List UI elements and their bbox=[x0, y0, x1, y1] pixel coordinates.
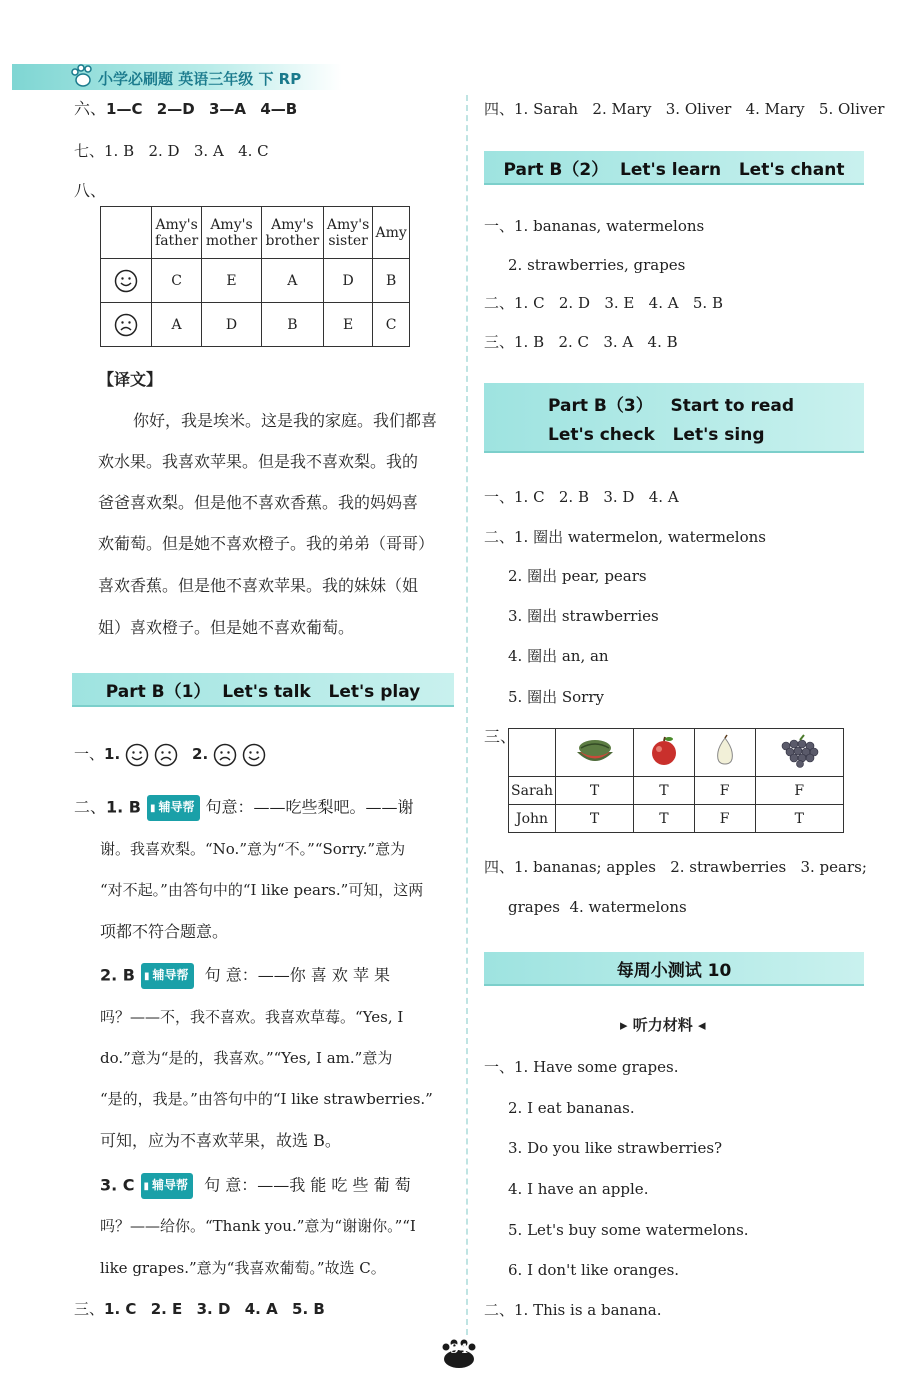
translation-line: 欢水果。我喜欢苹果。但是我不喜欢梨。我的 bbox=[98, 452, 419, 471]
explanation-line: 吗？——不，我不喜欢。我喜欢草莓。“Yes, I bbox=[100, 1008, 404, 1026]
translation-title: 【译文】 bbox=[98, 370, 163, 389]
table-corner bbox=[101, 207, 152, 259]
b2-section-one: 一、1. bananas, watermelons bbox=[484, 217, 705, 235]
header-title: 小学必刷题 英语三年级 下 RP bbox=[98, 70, 302, 88]
happy-face-icon bbox=[125, 743, 149, 767]
question-2-2: 2. B▮ 辅导帮 句 意：——你 喜 欢 苹 果 bbox=[100, 963, 390, 989]
translation-line: 你好，我是埃米。这是我的家庭。我们都喜 bbox=[133, 411, 438, 430]
banner-weekly-test: 每周小测试 10 bbox=[484, 952, 864, 986]
table-cell: T bbox=[634, 805, 695, 833]
section-four-a: 四、1. Sarah 2. Mary 3. Oliver 4. Mary 5. Oliver bbox=[484, 100, 885, 118]
b3-section-two: 二、1. 圈出 watermelon, watermelons bbox=[484, 528, 766, 546]
translation-line: 欢葡萄。但是她不喜欢橙子。我的弟弟（哥哥） bbox=[98, 534, 435, 553]
helper-tag: ▮ 辅导帮 bbox=[141, 963, 194, 989]
table-corner bbox=[509, 729, 556, 777]
banner-part-b3 bbox=[484, 383, 864, 453]
sad-face-icon bbox=[101, 303, 152, 347]
column-divider bbox=[466, 95, 468, 1335]
helper-tag: ▮ 辅导帮 bbox=[147, 795, 200, 821]
banner-part-b2: Part B（2） Let's learn Let's chant bbox=[484, 151, 864, 185]
listening-line: 3. Do you like strawberries? bbox=[508, 1139, 723, 1157]
banner-line: Part B（3） Start to read bbox=[548, 396, 794, 416]
table-cell: D bbox=[202, 303, 262, 347]
table-cell: T bbox=[556, 805, 634, 833]
table-cell: B bbox=[373, 259, 410, 303]
table-cell: C bbox=[152, 259, 202, 303]
table-cell: E bbox=[323, 303, 372, 347]
table-cell: E bbox=[202, 259, 262, 303]
header-cell: Amy's sister bbox=[323, 207, 372, 259]
b3-section-four-line2: grapes 4. watermelons bbox=[508, 898, 687, 916]
explanation-line: 可知，应为不喜欢苹果，故选 B。 bbox=[100, 1131, 341, 1150]
b2-section-three: 三、1. B 2. C 3. A 4. B bbox=[484, 333, 678, 351]
section-eight-label: 八、 bbox=[74, 181, 107, 200]
b3-line: 5. 圈出 Sorry bbox=[508, 688, 604, 706]
happy-face-icon bbox=[101, 259, 152, 303]
b3-section-four: 四、1. bananas; apples 2. strawberries 3. pears; bbox=[484, 858, 867, 876]
page-number: 94 bbox=[449, 1342, 469, 1357]
listening-line: 6. I don't like oranges. bbox=[508, 1261, 680, 1279]
listening-line: 4. I have an apple. bbox=[508, 1180, 649, 1198]
table-cell: T bbox=[755, 805, 844, 833]
section-three: 三、1. C 2. E 3. D 4. A 5. B bbox=[74, 1300, 325, 1318]
table-cell: B bbox=[261, 303, 323, 347]
section-six: 六、1—C 2—D 3—A 4—B bbox=[74, 99, 298, 118]
section-seven: 七、1. B 2. D 3. A 4. C bbox=[74, 142, 269, 160]
apple-icon bbox=[634, 729, 695, 777]
paw-logo-icon bbox=[70, 64, 96, 88]
table-cell: D bbox=[323, 259, 372, 303]
translation-line: 姐）喜欢橙子。但是她不喜欢葡萄。 bbox=[98, 618, 355, 637]
header-cell: Amy bbox=[373, 207, 410, 259]
listening-section-one: 一、1. Have some grapes. bbox=[484, 1058, 679, 1076]
explanation-line: 吗？——给你。“Thank you.”意为“谢谢你。”“I bbox=[100, 1217, 416, 1235]
row-name: John bbox=[509, 805, 556, 833]
explanation-line: 谢。我喜欢梨。“No.”意为“不。”“Sorry.”意为 bbox=[100, 840, 406, 858]
family-fruit-table bbox=[100, 206, 410, 347]
explanation-line: 项都不符合题意。 bbox=[100, 922, 229, 941]
fruit-table bbox=[508, 728, 844, 833]
question-2-1: 二、1. B▮ 辅导帮 句意：——吃些梨吧。——谢 bbox=[74, 795, 414, 821]
explanation-line: do.”意为“是的，我喜欢。”“Yes, I am.”意为 bbox=[100, 1049, 393, 1067]
helper-tag: ▮ 辅导帮 bbox=[141, 1173, 194, 1199]
table-cell: A bbox=[152, 303, 202, 347]
b3-section-three-label: 三、 bbox=[484, 727, 517, 746]
row-name: Sarah bbox=[509, 777, 556, 805]
listening-line: 2. I eat bananas. bbox=[508, 1099, 635, 1117]
table-cell: F bbox=[694, 777, 755, 805]
explanation-line: “对不起。”由答句中的“I like pears.”可知，这两 bbox=[100, 881, 424, 899]
banner-line: Let's check Let's sing bbox=[548, 425, 765, 445]
watermelon-icon bbox=[556, 729, 634, 777]
table-cell: C bbox=[373, 303, 410, 347]
b2-section-one-line2: 2. strawberries, grapes bbox=[508, 256, 686, 274]
b3-section-one: 一、1. C 2. B 3. D 4. A bbox=[484, 488, 679, 506]
translation-line: 爸爸喜欢梨。但是他不喜欢香蕉。我的妈妈喜 bbox=[98, 493, 419, 512]
explanation-line: “是的，我是。”由答句中的“I like strawberries.” bbox=[100, 1090, 433, 1108]
table-cell: T bbox=[556, 777, 634, 805]
header-cell: Amy's brother bbox=[261, 207, 323, 259]
sad-face-icon bbox=[213, 743, 237, 767]
b3-line: 4. 圈出 an, an bbox=[508, 647, 609, 665]
table-cell: F bbox=[694, 805, 755, 833]
b3-line: 2. 圈出 pear, pears bbox=[508, 567, 647, 585]
listening-title: ▸ 听力材料 ◂ bbox=[620, 1016, 706, 1034]
question-2-3: 3. C▮ 辅导帮 句 意：——我 能 吃 些 葡 萄 bbox=[100, 1173, 411, 1199]
b3-line: 3. 圈出 strawberries bbox=[508, 607, 659, 625]
happy-face-icon bbox=[242, 743, 266, 767]
header-cell: Amy's father bbox=[152, 207, 202, 259]
section-one-faces: 一、1. 2. bbox=[74, 743, 266, 767]
translation-line: 喜欢香蕉。但是他不喜欢苹果。我的妹妹（姐 bbox=[98, 576, 419, 595]
table-cell: F bbox=[755, 777, 844, 805]
header-cell: Amy's mother bbox=[202, 207, 262, 259]
table-cell: A bbox=[261, 259, 323, 303]
sad-face-icon bbox=[154, 743, 178, 767]
listening-section-two: 二、1. This is a banana. bbox=[484, 1301, 662, 1319]
b2-section-two: 二、1. C 2. D 3. E 4. A 5. B bbox=[484, 294, 723, 312]
table-cell: T bbox=[634, 777, 695, 805]
banner-part-b1: Part B（1） Let's talk Let's play bbox=[72, 673, 454, 707]
grapes-icon bbox=[755, 729, 844, 777]
explanation-line: like grapes.”意为“我喜欢葡萄。”故选 C。 bbox=[100, 1259, 386, 1277]
pear-icon bbox=[694, 729, 755, 777]
listening-line: 5. Let's buy some watermelons. bbox=[508, 1221, 749, 1239]
